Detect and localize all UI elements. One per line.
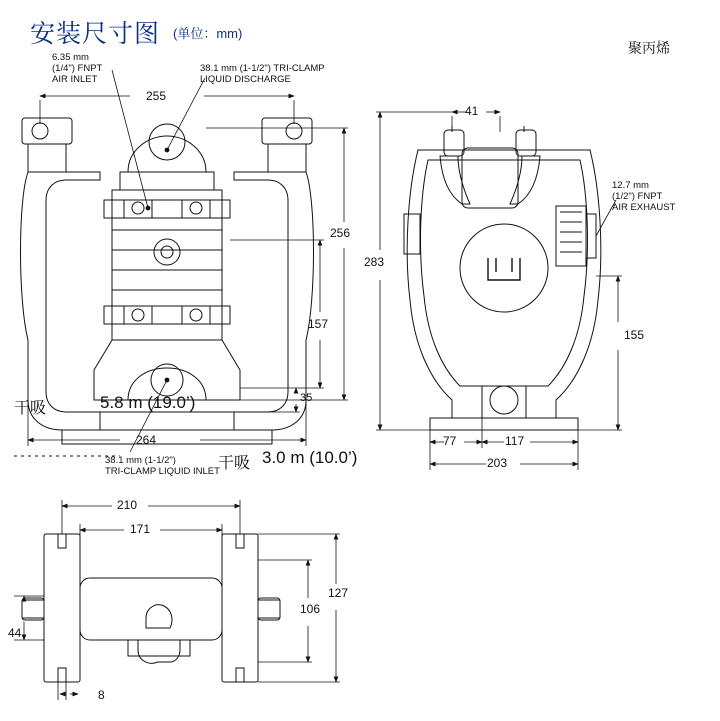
dim-front-width-255: 255 (146, 89, 167, 103)
callout-liquid-inlet-line1: 38.1 mm (1-1/2") (105, 455, 176, 466)
unit-note: (单位：mm) (173, 26, 243, 41)
dim-front-height-157: 157 (308, 317, 329, 331)
dim-side-height-155: 155 (624, 328, 645, 342)
callout-air-inlet-line1: 6.35 mm (52, 52, 89, 63)
dim-side-width-117: 117 (505, 434, 525, 448)
dim-bottom-height-127: 127 (328, 586, 349, 600)
callout-liquid-discharge-line2: LIQUID DISCHARGE (200, 74, 291, 85)
dim-front-height-256: 256 (330, 226, 351, 240)
callout-air-inlet-line3: AIR INLET (52, 74, 98, 85)
dim-bottom-width-210: 210 (117, 498, 138, 512)
callout-air-exhaust-line3: AIR EXHAUST (612, 202, 676, 213)
dim-side-height-283: 283 (364, 255, 385, 269)
bottom-view-geometry (22, 534, 280, 682)
annotation-suction-left: 干吸 (14, 400, 47, 417)
callout-air-exhaust-line2: (1/2") FNPT (612, 191, 663, 202)
dim-side-width-77: 77 (443, 434, 457, 448)
annotation-head-right: 3.0 m (10.0’) (262, 448, 358, 467)
side-view-geometry (404, 126, 601, 430)
dim-front-height-35: 35 (300, 392, 313, 404)
dim-side-top-41: 41 (465, 104, 479, 118)
page-title: 安装尺寸图 (30, 20, 161, 48)
dim-side-width-203: 203 (487, 456, 508, 470)
callout-air-exhaust (612, 180, 675, 213)
annotation-suction-right: 干吸 (218, 455, 251, 472)
callout-liquid-discharge (200, 63, 325, 85)
bottom-view-dimension-lines (14, 500, 340, 700)
callout-air-inlet-line2: (1/4") FNPT (52, 63, 103, 74)
callout-air-inlet (52, 52, 102, 85)
callout-liquid-discharge-line1: 38.1 mm (1-1/2") TRI-CLAMP (200, 63, 325, 74)
annotation-head-left: 5.8 m (19.0’) (100, 393, 196, 412)
callout-liquid-inlet (105, 455, 220, 477)
dim-bottom-height-44: 44 (8, 626, 22, 640)
dim-bottom-slot-8: 8 (98, 688, 105, 702)
dim-bottom-height-106: 106 (300, 602, 321, 616)
dim-bottom-width-171: 171 (130, 522, 151, 536)
material-label: 聚丙烯 (628, 40, 670, 56)
dim-front-width-264: 264 (136, 433, 157, 447)
callout-liquid-inlet-line2: TRI-CLAMP LIQUID INLET (105, 466, 220, 477)
callout-air-exhaust-line1: 12.7 mm (612, 180, 649, 191)
